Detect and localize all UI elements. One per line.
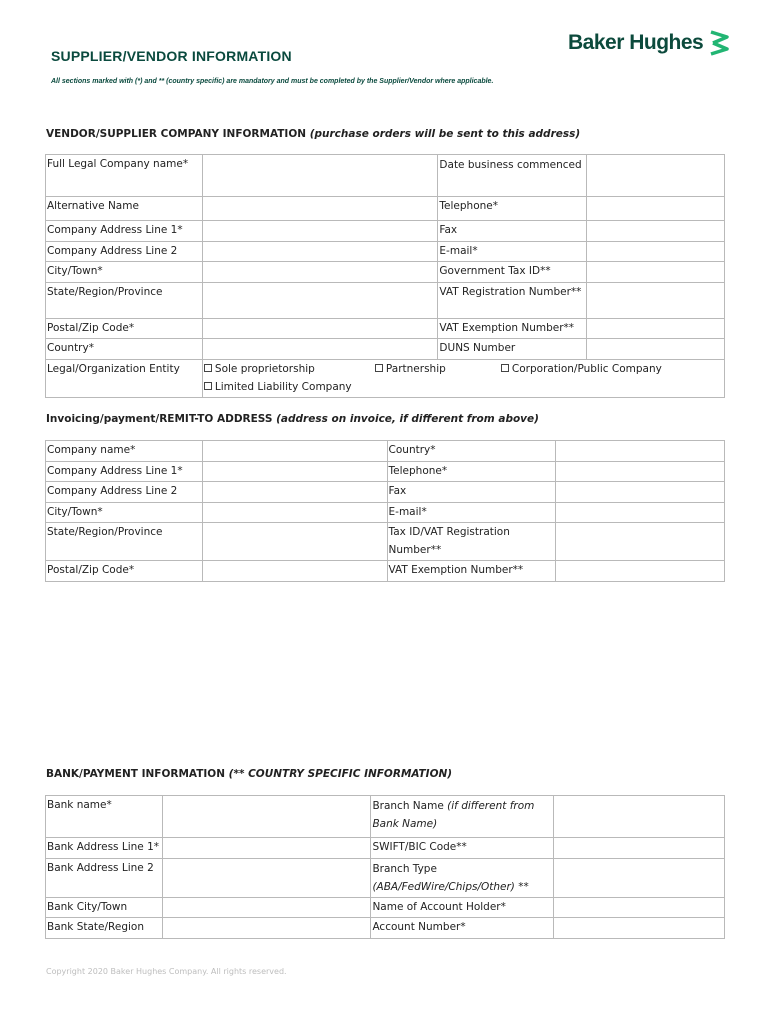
fax-field[interactable]: [587, 221, 725, 242]
option-corp[interactable]: Corporation/Public Company: [501, 361, 662, 379]
inv-telephone-field[interactable]: [556, 461, 725, 482]
inv-postal-field[interactable]: [202, 561, 387, 582]
inv-state-field[interactable]: [202, 523, 387, 561]
full-legal-name-label: Full Legal Company name*: [46, 155, 203, 197]
bank-city-label: Bank City/Town: [46, 897, 163, 918]
legal-entity-label: Legal/Organization Entity: [46, 359, 203, 397]
email-label: E-mail*: [438, 241, 587, 262]
city-label: City/Town*: [46, 262, 203, 283]
gov-tax-label: Government Tax ID**: [438, 262, 587, 283]
addr2-label: Company Address Line 2: [46, 241, 203, 262]
inv-state-label: State/Region/Province: [46, 523, 203, 561]
swift-label: SWIFT/BIC Code**: [371, 838, 554, 859]
state-field[interactable]: [202, 282, 438, 318]
branch-type-field[interactable]: [554, 858, 725, 897]
inv-fax-field[interactable]: [556, 482, 725, 503]
telephone-label: Telephone*: [438, 197, 587, 221]
legal-entity-options: [202, 359, 724, 397]
vat-reg-label: VAT Registration Number**: [438, 282, 587, 318]
baker-hughes-logo-icon: [709, 30, 731, 56]
bank-addr2-label: Bank Address Line 2: [46, 858, 163, 897]
bank-addr1-field[interactable]: [162, 838, 371, 859]
bank-table: [45, 795, 725, 939]
country-label: Country*: [46, 339, 203, 360]
inv-addr2-field[interactable]: [202, 482, 387, 503]
inv-telephone-label: Telephone*: [387, 461, 556, 482]
bank-city-field[interactable]: [162, 897, 371, 918]
email-field[interactable]: [587, 241, 725, 262]
inv-postal-label: Postal/Zip Code*: [46, 561, 203, 582]
inv-addr1-label: Company Address Line 1*: [46, 461, 203, 482]
state-label: State/Region/Province: [46, 282, 203, 318]
alt-name-label: Alternative Name: [46, 197, 203, 221]
sole-checkbox[interactable]: [204, 364, 212, 372]
postal-field[interactable]: [202, 318, 438, 339]
bank-section-heading: BANK/PAYMENT INFORMATION (** COUNTRY SPECIFIC INFORMATION): [46, 768, 453, 780]
inv-country-label: Country*: [387, 441, 556, 462]
inv-tax-vat-field[interactable]: [556, 523, 725, 561]
inv-city-label: City/Town*: [46, 502, 203, 523]
inv-company-name-label: Company name*: [46, 441, 203, 462]
gov-tax-field[interactable]: [587, 262, 725, 283]
vat-exempt-label: VAT Exemption Number**: [438, 318, 587, 339]
holder-field[interactable]: [554, 897, 725, 918]
addr1-field[interactable]: [202, 221, 438, 242]
bank-state-field[interactable]: [162, 918, 371, 939]
country-field[interactable]: [202, 339, 438, 360]
inv-vat-exempt-field[interactable]: [556, 561, 725, 582]
inv-addr1-field[interactable]: [202, 461, 387, 482]
page-title: SUPPLIER/VENDOR INFORMATION: [51, 48, 292, 64]
account-number-field[interactable]: [554, 918, 725, 939]
brand-logo: [568, 30, 731, 56]
account-number-label: Account Number*: [371, 918, 554, 939]
branch-name-label: Branch Name (if different from Bank Name): [371, 796, 554, 838]
postal-label: Postal/Zip Code*: [46, 318, 203, 339]
full-legal-name-field[interactable]: [202, 155, 438, 197]
addr1-label: Company Address Line 1*: [46, 221, 203, 242]
vat-reg-field[interactable]: [587, 282, 725, 318]
inv-tax-vat-label: Tax ID/VAT Registration Number**: [387, 523, 556, 561]
inv-fax-label: Fax: [387, 482, 556, 503]
copyright-footer: Copyright 2020 Baker Hughes Company. All rights reserved.: [46, 967, 287, 976]
partnership-checkbox[interactable]: [375, 364, 383, 372]
inv-country-field[interactable]: [556, 441, 725, 462]
option-sole[interactable]: Sole proprietorship: [204, 361, 315, 379]
vat-exempt-field[interactable]: [587, 318, 725, 339]
corp-checkbox[interactable]: [501, 364, 509, 372]
bank-addr1-label: Bank Address Line 1*: [46, 838, 163, 859]
branch-type-label: Branch Type (ABA/FedWire/Chips/Other) **: [371, 858, 554, 897]
swift-field[interactable]: [554, 838, 725, 859]
llc-checkbox[interactable]: [204, 382, 212, 390]
inv-vat-exempt-label: VAT Exemption Number**: [387, 561, 556, 582]
logo-text: Baker Hughes: [568, 31, 704, 54]
telephone-field[interactable]: [587, 197, 725, 221]
holder-label: Name of Account Holder*: [371, 897, 554, 918]
page-subtitle: All sections marked with (*) and ** (country specific) are mandatory and must be completed by the Supplier/Vendor where applicable.: [51, 78, 494, 85]
inv-city-field[interactable]: [202, 502, 387, 523]
invoicing-table: [45, 440, 725, 582]
inv-addr2-label: Company Address Line 2: [46, 482, 203, 503]
fax-label: Fax: [438, 221, 587, 242]
option-llc[interactable]: Limited Liability Company: [204, 379, 352, 397]
addr2-field[interactable]: [202, 241, 438, 262]
vendor-section-heading: VENDOR/SUPPLIER COMPANY INFORMATION (purchase orders will be sent to this address): [46, 128, 581, 140]
bank-state-label: Bank State/Region: [46, 918, 163, 939]
duns-field[interactable]: [587, 339, 725, 360]
duns-label: DUNS Number: [438, 339, 587, 360]
alt-name-field[interactable]: [202, 197, 438, 221]
bank-name-label: Bank name*: [46, 796, 163, 838]
branch-name-field[interactable]: [554, 796, 725, 838]
invoicing-section-heading: Invoicing/payment/REMIT-TO ADDRESS (address on invoice, if different from above): [46, 413, 539, 425]
bank-addr2-field[interactable]: [162, 858, 371, 897]
option-partnership[interactable]: Partnership: [375, 361, 446, 379]
vendor-info-table: [45, 154, 725, 398]
city-field[interactable]: [202, 262, 438, 283]
inv-email-field[interactable]: [556, 502, 725, 523]
inv-company-name-field[interactable]: [202, 441, 387, 462]
date-business-label: Date business commenced: [438, 155, 587, 197]
inv-email-label: E-mail*: [387, 502, 556, 523]
date-business-field[interactable]: [587, 155, 725, 197]
bank-name-field[interactable]: [162, 796, 371, 838]
